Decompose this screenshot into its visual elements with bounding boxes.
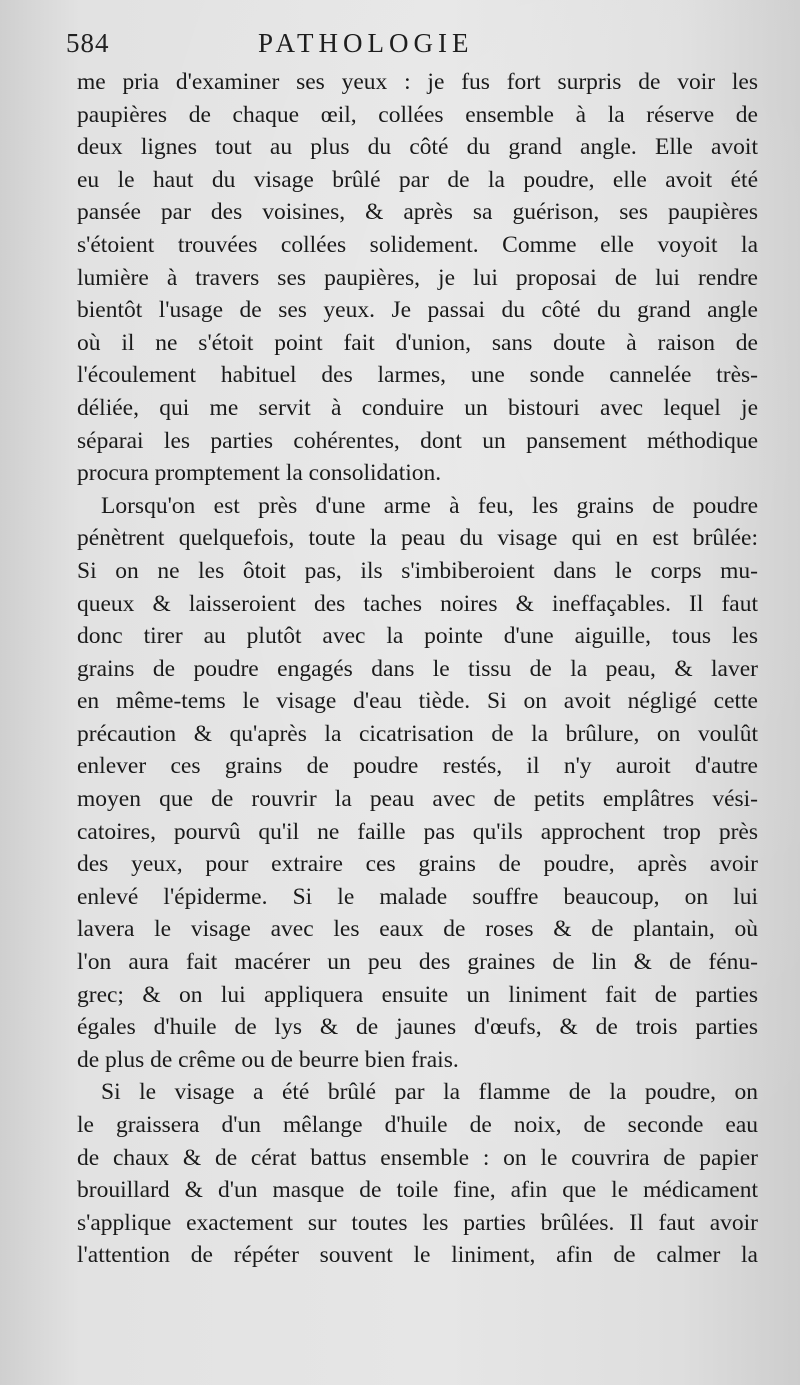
text-line: égales d'huile de lys & de jaunes d'œufs, & de trois parties xyxy=(77,1014,758,1041)
text-line: grec; & on lui appliquera ensuite un liniment fait de parties xyxy=(77,981,758,1008)
text-line: déliée, qui me servit à conduire un bistouri avec lequel je xyxy=(77,394,758,421)
text-line: Si on ne les ôtoit pas, ils s'imbiberoient dans le corps mu- xyxy=(77,557,758,584)
page-number: 584 xyxy=(66,28,110,58)
text-line: eu le haut du visage brûlé par de la poudre, elle avoit été xyxy=(77,166,758,193)
text-line: queux & laisseroient des taches noires & ineffaçables. Il faut xyxy=(77,590,758,617)
text-line: catoires, pourvû qu'il ne faille pas qu'ils approchent trop près xyxy=(77,818,758,845)
text-line: s'applique exactement sur toutes les parties brûlées. Il faut avoir xyxy=(77,1209,758,1236)
text-line: pansée par des voisines, & après sa guérison, ses paupières xyxy=(77,199,758,226)
text-line: en même-tems le visage d'eau tiède. Si on avoit négligé cette xyxy=(77,688,758,715)
text-line: lumière à travers ses paupières, je lui proposai de lui rendre xyxy=(77,264,758,291)
paragraph-start-line: Lorsqu'on est près d'une arme à feu, les grains de poudre xyxy=(101,492,758,519)
page-header xyxy=(66,24,760,64)
text-line: des yeux, pour extraire ces grains de poudre, après avoir xyxy=(77,851,758,878)
paragraph-start-line: Si le visage a été brûlé par la flamme de la poudre, on xyxy=(101,1079,758,1106)
text-line: précaution & qu'après la cicatrisation de la brûlure, on voulût xyxy=(77,720,758,747)
text-line: moyen que de rouvrir la peau avec de petits emplâtres vési- xyxy=(77,786,758,813)
text-line: séparai les parties cohérentes, dont un pansement méthodique xyxy=(77,427,758,454)
text-line: pénètrent quelquefois, toute la peau du visage qui en est brûlée: xyxy=(77,525,758,552)
text-line: paupières de chaque œil, collées ensemble à la réserve de xyxy=(77,101,758,128)
text-line: procura promptement la consolidation. xyxy=(77,460,442,487)
text-line: de plus de crême ou de beurre bien frais. xyxy=(77,1046,459,1073)
text-line: où il ne s'étoit point fait d'union, sans doute à raison de xyxy=(77,329,758,356)
text-line: enlever ces grains de poudre restés, il n'y auroit d'autre xyxy=(77,753,758,780)
text-line: me pria d'examiner ses yeux : je fus fort surpris de voir les xyxy=(77,69,758,95)
text-line: s'étoient trouvées collées solidement. Comme elle voyoit la xyxy=(77,231,758,258)
text-line: enlevé l'épiderme. Si le malade souffre beaucoup, on lui xyxy=(77,883,758,910)
text-line: donc tirer au plutôt avec la pointe d'une aiguille, tous les xyxy=(77,623,758,650)
text-line: lavera le visage avec les eaux de roses & de plantain, où xyxy=(77,916,758,943)
body-text xyxy=(77,66,758,1272)
text-line: deux lignes tout au plus du côté du grand angle. Elle avoit xyxy=(77,134,758,161)
text-line: grains de poudre engagés dans le tissu de la peau, & laver xyxy=(77,655,758,682)
running-head: PATHOLOGIE xyxy=(258,28,474,58)
text-line: l'écoulement habituel des larmes, une sonde cannelée très- xyxy=(77,362,758,389)
text-line: bientôt l'usage de ses yeux. Je passai du côté du grand angle xyxy=(77,297,758,324)
text-line: l'on aura fait macérer un peu des graines de lin & de fénu- xyxy=(77,949,758,976)
text-line: brouillard & d'un masque de toile fine, afin que le médicament xyxy=(77,1177,758,1204)
text-line: de chaux & de cérat battus ensemble : on le couvrira de papier xyxy=(77,1144,758,1171)
text-line: le graissera d'un mêlange d'huile de noix, de seconde eau xyxy=(77,1112,758,1138)
text-line: l'attention de répéter souvent le liniment, afin de calmer la xyxy=(77,1242,758,1269)
